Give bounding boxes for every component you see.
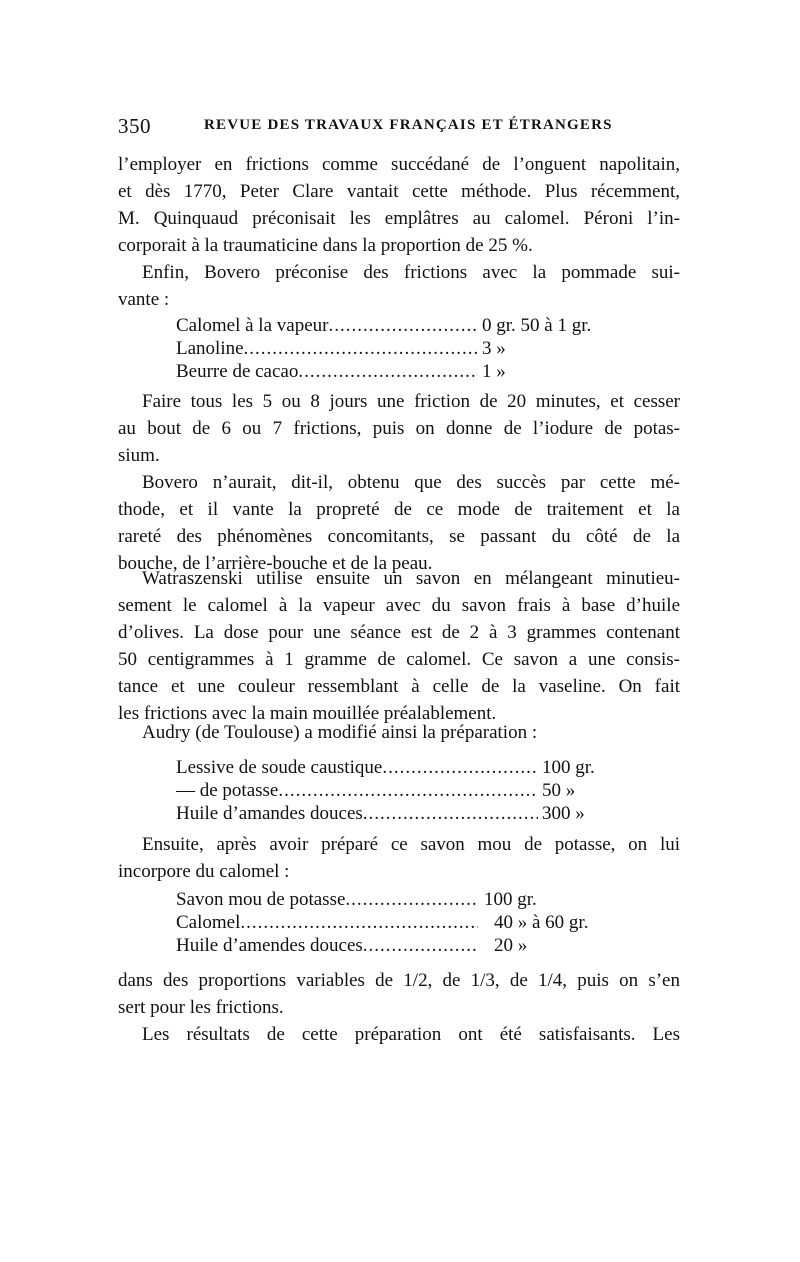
ingredient-label: Lanoline [176,338,244,359]
ingredient-label: Lessive de soude caustique [176,757,383,778]
ingredient-label: Huile d’amandes douces [176,803,363,824]
recipe-row [118,800,680,827]
text-line: thode, et il vante la propreté de ce mode de traitement et la [118,499,680,520]
ingredient-quantity: 100 gr. [484,889,537,910]
ingredient-quantity: 3 » [482,338,506,359]
paragraph [118,469,680,579]
paragraph [118,831,680,887]
ingredient-label: Savon mou de potasse [176,889,346,910]
ingredient-label: Calomel à la vapeur [176,315,329,336]
text-line: Bovero n’aurait, dit-il, obtenu que des succès par cette mé- [142,472,680,493]
text-line: sement le calomel à la vapeur avec du savon frais à base d’huile [118,595,680,616]
ingredient-label: Beurre de cacao [176,361,299,382]
text-line: incorpore du calomel : [118,861,290,882]
text-line: Les résultats de cette préparation ont été satisfaisants. Les [142,1024,680,1045]
ingredient-label: Huile d’amendes douces [176,935,363,956]
text-line: au bout de 6 ou 7 frictions, puis on donne de l’iodure de potas- [118,418,680,439]
text-line: M. Quinquaud préconisait les emplâtres au calomel. Péroni l’in- [118,208,680,229]
paragraph [118,388,680,470]
text-line: 50 centigrammes à 1 gramme de calomel. Ce savon a une consis- [118,649,680,670]
page-number: 350 [118,114,151,138]
text-line: l’employer en frictions comme succédané de l’onguent napolitain, [118,154,680,175]
text-line: rareté des phénomènes concomitants, se passant du côté de la [118,526,680,547]
text-line: Faire tous les 5 ou 8 jours une friction de 20 minutes, et cesser [142,391,680,412]
text-line: Ensuite, après avoir préparé ce savon mou de potasse, on lui [142,834,680,855]
recipe-table [118,312,680,396]
paragraph [118,719,680,749]
text-line: corporait à la traumaticine dans la proportion de 25 %. [118,235,533,256]
running-title: REVUE DES TRAVAUX FRANÇAIS ET ÉTRANGERS [204,117,613,133]
ingredient-label: — de potasse [176,780,279,801]
text-line: Enfin, Bovero préconise des frictions avec la pommade sui- [142,262,680,283]
text-line: sert pour les frictions. [118,997,284,1018]
paragraph [118,259,680,315]
ingredient-quantity: 100 gr. [542,757,595,778]
text-line: et dès 1770, Peter Clare vantait cette méthode. Plus récemment, [118,181,680,202]
text-line: sium. [118,445,160,466]
recipe-table [118,886,680,970]
text-line: vante : [118,289,170,310]
text-line: les frictions avec la main mouillée préalablement. [118,703,497,724]
ingredient-quantity: 50 » [542,780,576,801]
text-line: Watraszenski utilise ensuite un savon en mélangeant minutieu- [142,568,680,589]
paragraph [118,967,680,1023]
ingredient-quantity: 300 » [542,803,585,824]
text-line: dans des proportions variables de 1/2, de 1/3, de 1/4, puis on s’en [118,970,680,991]
ingredient-quantity: 20 » [494,935,528,956]
ingredient-quantity: 0 gr. 50 à 1 gr. [482,315,592,336]
text-line: Audry (de Toulouse) a modifié ainsi la préparation : [142,722,538,743]
ingredient-quantity: 1 » [482,361,506,382]
ingredient-quantity: 40 » à 60 gr. [494,912,589,933]
page-header [118,114,680,144]
ingredient-label: Calomel [176,912,241,933]
recipe-table [118,754,680,838]
paragraph [118,1021,680,1051]
text-line: d’olives. La dose pour une séance est de 2 à 3 grammes contenant [118,622,680,643]
text-line: tance et une couleur ressemblant à celle de la vaseline. On fait [118,676,680,697]
recipe-row [118,358,680,385]
text-line: bouche, de l’arrière-bouche et de la peau. [118,553,433,574]
paragraph [118,151,680,261]
paragraph [118,565,680,729]
recipe-row [118,932,680,959]
